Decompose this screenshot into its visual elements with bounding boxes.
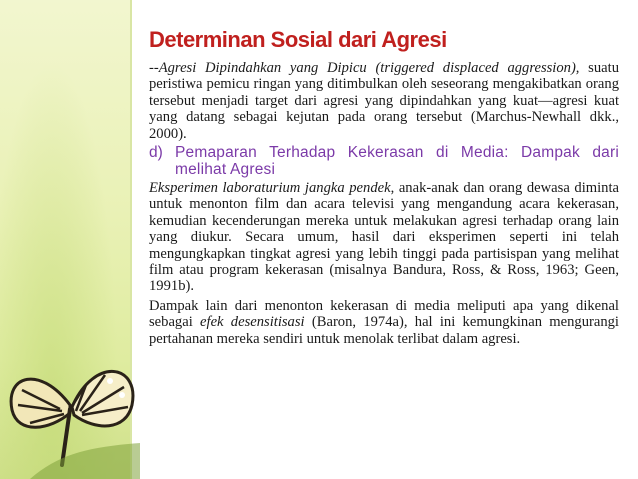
subheading-text: Pemaparan Terhadap Kekerasan di Media: Dampak dari melihat Agresi (175, 144, 619, 179)
paragraph-text: suatu peristiwa pemicu ringan yang ditimbulkan oleh seseorang mengakibatkan orang tersebut menjadi target dari agresi yang dipindahkan yang kuat—agresi kuat yang datang sebagai kejutan pada orang tersebut (Marchus-Newhall dkk., 2000). (149, 60, 619, 142)
slide-content (149, 26, 619, 349)
italic-term: Eksperimen laboraturium jangka pendek (149, 180, 391, 197)
paragraph-text: , anak-anak dan orang dewasa diminta untuk menonton film dan acara televisi yang mengandung acara kekerasan, kemudian kecenderungan mereka untuk melakukan agresi terhadap orang lain yang diukur. Secara umum, hasil dari eksperimen seperti ini telah mengungkapkan tingkat agresi yang lebih tinggi pada partisispan yang melihat film atau program kekerasan (misalnya Bandura, Ross, & Ross, 1963; Geen, 1991b). (149, 180, 619, 295)
paragraph-lab-experiment (149, 180, 619, 295)
paragraph-displaced-aggression (149, 60, 619, 142)
paragraph-text: (Baron, 1974a), hal ini kemungkinan mengurangi pertahanan mereka sendiri untuk menolak terlibat dalam agresi. (149, 314, 619, 347)
italic-term: --Agresi Dipindahkan yang Dipicu (triggered displaced aggression), (149, 60, 580, 76)
paragraph-desensitization (149, 298, 619, 347)
paragraph-text: Dampak lain dari menonton kekerasan di media meliputi apa yang dikenal sebagai (149, 297, 619, 331)
italic-term: efek desensitisasi (200, 314, 305, 331)
subheading-media-violence (149, 144, 619, 178)
butterfly-icon (0, 335, 140, 479)
list-marker: d) (149, 144, 163, 162)
slide-title: Determinan Sosial dari Agresi (149, 27, 447, 52)
